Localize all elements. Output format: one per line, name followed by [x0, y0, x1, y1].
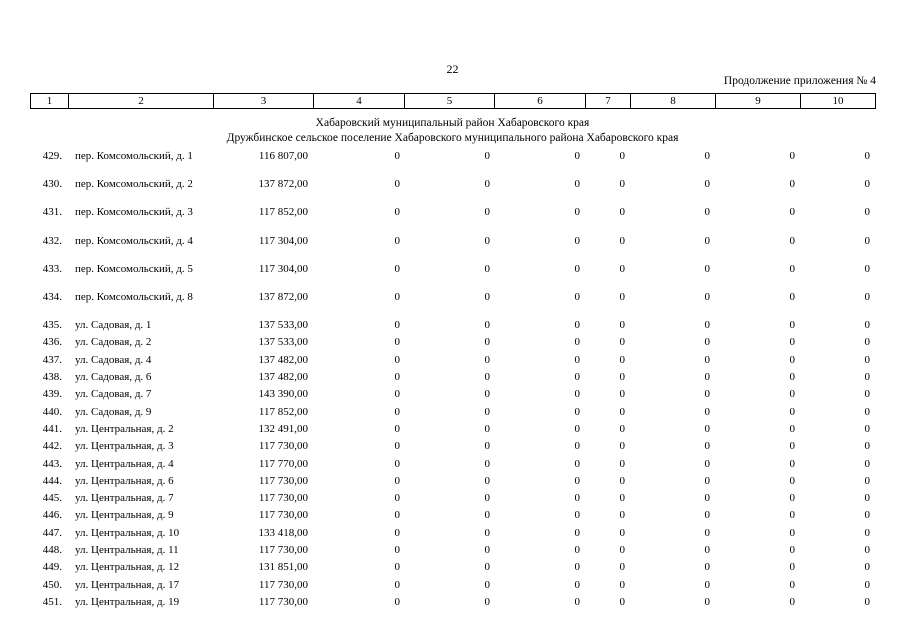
row-col-4: 0	[394, 578, 400, 591]
header-col-5: 5	[405, 94, 495, 108]
table-row	[0, 292, 905, 320]
row-col-7: 0	[619, 474, 625, 487]
row-col-6: 0	[574, 561, 580, 574]
row-address: ул. Центральная, д. 10	[75, 526, 180, 539]
row-col-9: 0	[789, 422, 795, 435]
row-address: ул. Центральная, д. 19	[75, 595, 180, 608]
row-col-9: 0	[789, 526, 795, 539]
row-col-5: 0	[484, 262, 490, 275]
row-col-10: 0	[864, 474, 870, 487]
row-col-6: 0	[574, 353, 580, 366]
row-amount: 137 533,00	[258, 319, 308, 332]
row-col-10: 0	[864, 319, 870, 332]
row-col-6: 0	[574, 595, 580, 608]
row-amount: 117 730,00	[258, 595, 308, 608]
row-col-5: 0	[484, 543, 490, 556]
row-address: ул. Садовая, д. 4	[75, 353, 152, 366]
header-col-4: 4	[314, 94, 405, 108]
row-col-10: 0	[864, 457, 870, 470]
row-col-5: 0	[484, 371, 490, 384]
row-number: 446.	[42, 509, 62, 522]
table-row	[0, 407, 905, 424]
row-col-10: 0	[864, 353, 870, 366]
row-address: ул. Центральная, д. 11	[75, 543, 179, 556]
row-col-4: 0	[394, 234, 400, 247]
table-row	[0, 424, 905, 441]
table-row	[0, 389, 905, 406]
row-number: 444.	[42, 474, 62, 487]
row-amount: 137 533,00	[258, 336, 308, 349]
row-amount: 131 851,00	[258, 561, 308, 574]
row-col-5: 0	[484, 474, 490, 487]
row-col-8: 0	[704, 150, 710, 162]
row-col-9: 0	[789, 319, 795, 332]
row-col-6: 0	[574, 371, 580, 384]
row-col-8: 0	[704, 290, 710, 303]
row-col-5: 0	[484, 561, 490, 574]
row-col-8: 0	[704, 319, 710, 332]
row-col-5: 0	[484, 319, 490, 332]
row-col-10: 0	[864, 509, 870, 522]
row-col-4: 0	[394, 561, 400, 574]
row-number: 437.	[42, 353, 62, 366]
row-address: ул. Центральная, д. 3	[75, 440, 174, 453]
row-col-9: 0	[789, 336, 795, 349]
table-row	[0, 597, 905, 614]
row-number: 439.	[42, 388, 62, 401]
row-col-9: 0	[789, 561, 795, 574]
row-col-9: 0	[789, 578, 795, 591]
row-col-5: 0	[484, 422, 490, 435]
row-col-6: 0	[574, 543, 580, 556]
row-number: 432.	[42, 234, 62, 247]
row-col-7: 0	[619, 595, 625, 608]
row-number: 430.	[42, 178, 62, 191]
row-col-8: 0	[704, 595, 710, 608]
row-address: ул. Центральная, д. 7	[75, 492, 174, 505]
header-col-2: 2	[69, 94, 214, 108]
table-row	[0, 207, 905, 235]
row-col-6: 0	[574, 262, 580, 275]
table-row	[0, 510, 905, 527]
row-col-9: 0	[789, 150, 795, 162]
row-col-8: 0	[704, 509, 710, 522]
row-col-9: 0	[789, 178, 795, 191]
row-address: пер. Комсомольский, д. 5	[75, 262, 193, 275]
row-col-6: 0	[574, 206, 580, 219]
row-col-10: 0	[864, 561, 870, 574]
row-col-9: 0	[789, 206, 795, 219]
row-col-7: 0	[619, 405, 625, 418]
row-number: 441.	[42, 422, 62, 435]
row-col-7: 0	[619, 290, 625, 303]
row-col-8: 0	[704, 578, 710, 591]
row-col-6: 0	[574, 474, 580, 487]
table-row	[0, 459, 905, 476]
row-col-7: 0	[619, 457, 625, 470]
row-col-8: 0	[704, 474, 710, 487]
row-col-4: 0	[394, 388, 400, 401]
row-col-4: 0	[394, 492, 400, 505]
row-col-10: 0	[864, 440, 870, 453]
row-address: ул. Садовая, д. 9	[75, 405, 152, 418]
row-col-7: 0	[619, 492, 625, 505]
row-amount: 117 730,00	[258, 474, 308, 487]
row-col-6: 0	[574, 492, 580, 505]
table-row	[0, 528, 905, 545]
row-col-9: 0	[789, 509, 795, 522]
row-col-4: 0	[394, 543, 400, 556]
row-col-9: 0	[789, 440, 795, 453]
row-number: 440.	[42, 405, 62, 418]
row-col-8: 0	[704, 178, 710, 191]
row-col-6: 0	[574, 319, 580, 332]
row-col-6: 0	[574, 290, 580, 303]
table-row	[0, 562, 905, 579]
row-col-9: 0	[789, 595, 795, 608]
table-row	[0, 264, 905, 292]
header-col-3: 3	[214, 94, 314, 108]
row-number: 450.	[42, 578, 62, 591]
table-body	[0, 151, 905, 614]
row-number: 445.	[42, 492, 62, 505]
row-col-5: 0	[484, 405, 490, 418]
row-col-5: 0	[484, 595, 490, 608]
table-row	[0, 372, 905, 389]
row-address: ул. Центральная, д. 6	[75, 474, 174, 487]
header-col-8: 8	[631, 94, 716, 108]
row-amount: 117 730,00	[258, 578, 308, 591]
row-col-7: 0	[619, 262, 625, 275]
row-amount: 117 730,00	[258, 543, 308, 556]
row-col-6: 0	[574, 457, 580, 470]
row-col-10: 0	[864, 206, 870, 219]
row-col-5: 0	[484, 178, 490, 191]
row-number: 438.	[42, 371, 62, 384]
row-col-4: 0	[394, 290, 400, 303]
row-col-4: 0	[394, 336, 400, 349]
row-address: ул. Центральная, д. 4	[75, 457, 174, 470]
row-col-7: 0	[619, 234, 625, 247]
row-col-5: 0	[484, 234, 490, 247]
row-col-4: 0	[394, 371, 400, 384]
row-col-9: 0	[789, 543, 795, 556]
row-col-8: 0	[704, 457, 710, 470]
row-col-6: 0	[574, 336, 580, 349]
row-col-10: 0	[864, 492, 870, 505]
row-amount: 117 730,00	[258, 440, 308, 453]
row-col-10: 0	[864, 262, 870, 275]
row-col-9: 0	[789, 371, 795, 384]
row-col-10: 0	[864, 290, 870, 303]
row-address: пер. Комсомольский, д. 1	[75, 150, 193, 162]
row-address: ул. Садовая, д. 1	[75, 319, 152, 332]
row-col-8: 0	[704, 405, 710, 418]
row-col-5: 0	[484, 440, 490, 453]
row-number: 442.	[42, 440, 62, 453]
row-col-7: 0	[619, 422, 625, 435]
row-col-5: 0	[484, 388, 490, 401]
district-title: Хабаровский муниципальный район Хабаровского края	[315, 117, 590, 129]
column-number-header	[30, 93, 876, 109]
row-col-5: 0	[484, 353, 490, 366]
table-row	[0, 320, 905, 337]
row-amount: 137 872,00	[258, 290, 308, 303]
row-col-4: 0	[394, 353, 400, 366]
row-col-8: 0	[704, 371, 710, 384]
continuation-label: Продолжение приложения № 4	[723, 75, 876, 87]
row-col-6: 0	[574, 509, 580, 522]
row-col-6: 0	[574, 150, 580, 162]
row-number: 448.	[42, 543, 62, 556]
row-address: ул. Садовая, д. 7	[75, 388, 152, 401]
row-col-10: 0	[864, 578, 870, 591]
row-number: 443.	[42, 457, 62, 470]
row-col-4: 0	[394, 319, 400, 332]
row-col-9: 0	[789, 474, 795, 487]
row-number: 434.	[42, 290, 62, 303]
row-col-8: 0	[704, 526, 710, 539]
header-col-6: 6	[495, 94, 586, 108]
row-amount: 117 730,00	[258, 492, 308, 505]
row-col-5: 0	[484, 150, 490, 162]
row-col-4: 0	[394, 178, 400, 191]
row-address: ул. Центральная, д. 2	[75, 422, 174, 435]
row-col-8: 0	[704, 336, 710, 349]
row-col-8: 0	[704, 543, 710, 556]
row-col-7: 0	[619, 178, 625, 191]
row-col-5: 0	[484, 526, 490, 539]
row-col-10: 0	[864, 526, 870, 539]
row-col-9: 0	[789, 290, 795, 303]
row-address: ул. Центральная, д. 9	[75, 509, 174, 522]
table-row	[0, 476, 905, 493]
row-col-9: 0	[789, 492, 795, 505]
row-col-6: 0	[574, 178, 580, 191]
row-col-7: 0	[619, 543, 625, 556]
row-col-9: 0	[789, 234, 795, 247]
row-col-6: 0	[574, 526, 580, 539]
row-amount: 132 491,00	[258, 422, 308, 435]
row-number: 436.	[42, 336, 62, 349]
row-col-7: 0	[619, 526, 625, 539]
row-amount: 117 730,00	[258, 509, 308, 522]
row-address: пер. Комсомольский, д. 8	[75, 290, 193, 303]
row-amount: 143 390,00	[258, 388, 308, 401]
row-col-8: 0	[704, 234, 710, 247]
row-col-8: 0	[704, 422, 710, 435]
row-address: пер. Комсомольский, д. 3	[75, 206, 193, 219]
row-amount: 117 852,00	[258, 405, 308, 418]
row-amount: 117 304,00	[258, 262, 308, 275]
row-amount: 116 807,00	[258, 150, 308, 162]
row-col-7: 0	[619, 440, 625, 453]
row-amount: 117 770,00	[258, 457, 308, 470]
row-col-7: 0	[619, 206, 625, 219]
row-col-10: 0	[864, 388, 870, 401]
row-amount: 117 852,00	[258, 206, 308, 219]
row-col-4: 0	[394, 526, 400, 539]
row-col-7: 0	[619, 150, 625, 162]
table-row	[0, 179, 905, 207]
row-address: пер. Комсомольский, д. 4	[75, 234, 193, 247]
row-col-9: 0	[789, 262, 795, 275]
table-row	[0, 236, 905, 264]
row-col-4: 0	[394, 595, 400, 608]
row-col-10: 0	[864, 543, 870, 556]
row-col-5: 0	[484, 509, 490, 522]
row-col-8: 0	[704, 440, 710, 453]
row-col-4: 0	[394, 262, 400, 275]
row-col-5: 0	[484, 290, 490, 303]
table-row	[0, 441, 905, 458]
table-row	[0, 580, 905, 597]
row-col-10: 0	[864, 405, 870, 418]
row-amount: 133 418,00	[258, 526, 308, 539]
row-col-8: 0	[704, 492, 710, 505]
row-number: 435.	[42, 319, 62, 332]
row-amount: 137 872,00	[258, 178, 308, 191]
row-col-8: 0	[704, 561, 710, 574]
table-row	[0, 355, 905, 372]
header-col-9: 9	[716, 94, 801, 108]
row-col-10: 0	[864, 178, 870, 191]
row-col-6: 0	[574, 388, 580, 401]
row-number: 447.	[42, 526, 62, 539]
table-row	[0, 151, 905, 179]
row-col-10: 0	[864, 371, 870, 384]
header-col-10: 10	[832, 95, 844, 107]
row-col-8: 0	[704, 206, 710, 219]
row-col-7: 0	[619, 388, 625, 401]
table-row	[0, 545, 905, 562]
row-col-6: 0	[574, 422, 580, 435]
header-col-7: 7	[586, 94, 631, 108]
row-col-9: 0	[789, 388, 795, 401]
row-col-6: 0	[574, 440, 580, 453]
settlement-title: Дружбинское сельское поселение Хабаровского муниципального района Хабаровского края	[226, 132, 679, 144]
page-number: 22	[446, 62, 459, 76]
row-col-6: 0	[574, 405, 580, 418]
row-address: пер. Комсомольский, д. 2	[75, 178, 193, 191]
row-col-10: 0	[864, 234, 870, 247]
row-col-7: 0	[619, 561, 625, 574]
row-col-4: 0	[394, 440, 400, 453]
row-col-7: 0	[619, 353, 625, 366]
row-col-8: 0	[704, 262, 710, 275]
row-col-7: 0	[619, 371, 625, 384]
row-col-4: 0	[394, 457, 400, 470]
row-col-6: 0	[574, 578, 580, 591]
row-number: 433.	[42, 262, 62, 275]
row-address: ул. Центральная, д. 12	[75, 561, 180, 574]
row-col-10: 0	[864, 595, 870, 608]
row-col-7: 0	[619, 319, 625, 332]
row-address: ул. Центральная, д. 17	[75, 578, 180, 591]
row-col-6: 0	[574, 234, 580, 247]
table-row	[0, 337, 905, 354]
row-col-7: 0	[619, 509, 625, 522]
row-col-8: 0	[704, 388, 710, 401]
row-col-9: 0	[789, 405, 795, 418]
row-amount: 137 482,00	[258, 353, 308, 366]
row-col-7: 0	[619, 578, 625, 591]
row-number: 431.	[42, 206, 62, 219]
row-col-4: 0	[394, 405, 400, 418]
row-address: ул. Садовая, д. 6	[75, 371, 152, 384]
row-col-4: 0	[394, 206, 400, 219]
table-row	[0, 493, 905, 510]
row-number: 429.	[42, 150, 62, 162]
row-col-10: 0	[864, 422, 870, 435]
row-number: 451.	[42, 595, 62, 608]
row-amount: 117 304,00	[258, 234, 308, 247]
row-col-9: 0	[789, 353, 795, 366]
row-col-8: 0	[704, 353, 710, 366]
row-col-4: 0	[394, 422, 400, 435]
row-col-5: 0	[484, 492, 490, 505]
row-amount: 137 482,00	[258, 371, 308, 384]
row-col-5: 0	[484, 457, 490, 470]
row-col-9: 0	[789, 457, 795, 470]
row-col-10: 0	[864, 336, 870, 349]
row-col-5: 0	[484, 578, 490, 591]
row-address: ул. Садовая, д. 2	[75, 336, 152, 349]
header-col-1: 1	[31, 94, 69, 108]
row-col-5: 0	[484, 206, 490, 219]
row-col-4: 0	[394, 509, 400, 522]
row-number: 449.	[42, 561, 62, 574]
row-col-4: 0	[394, 474, 400, 487]
row-col-7: 0	[619, 336, 625, 349]
row-col-5: 0	[484, 336, 490, 349]
row-col-4: 0	[394, 150, 400, 162]
row-col-10: 0	[864, 150, 870, 162]
